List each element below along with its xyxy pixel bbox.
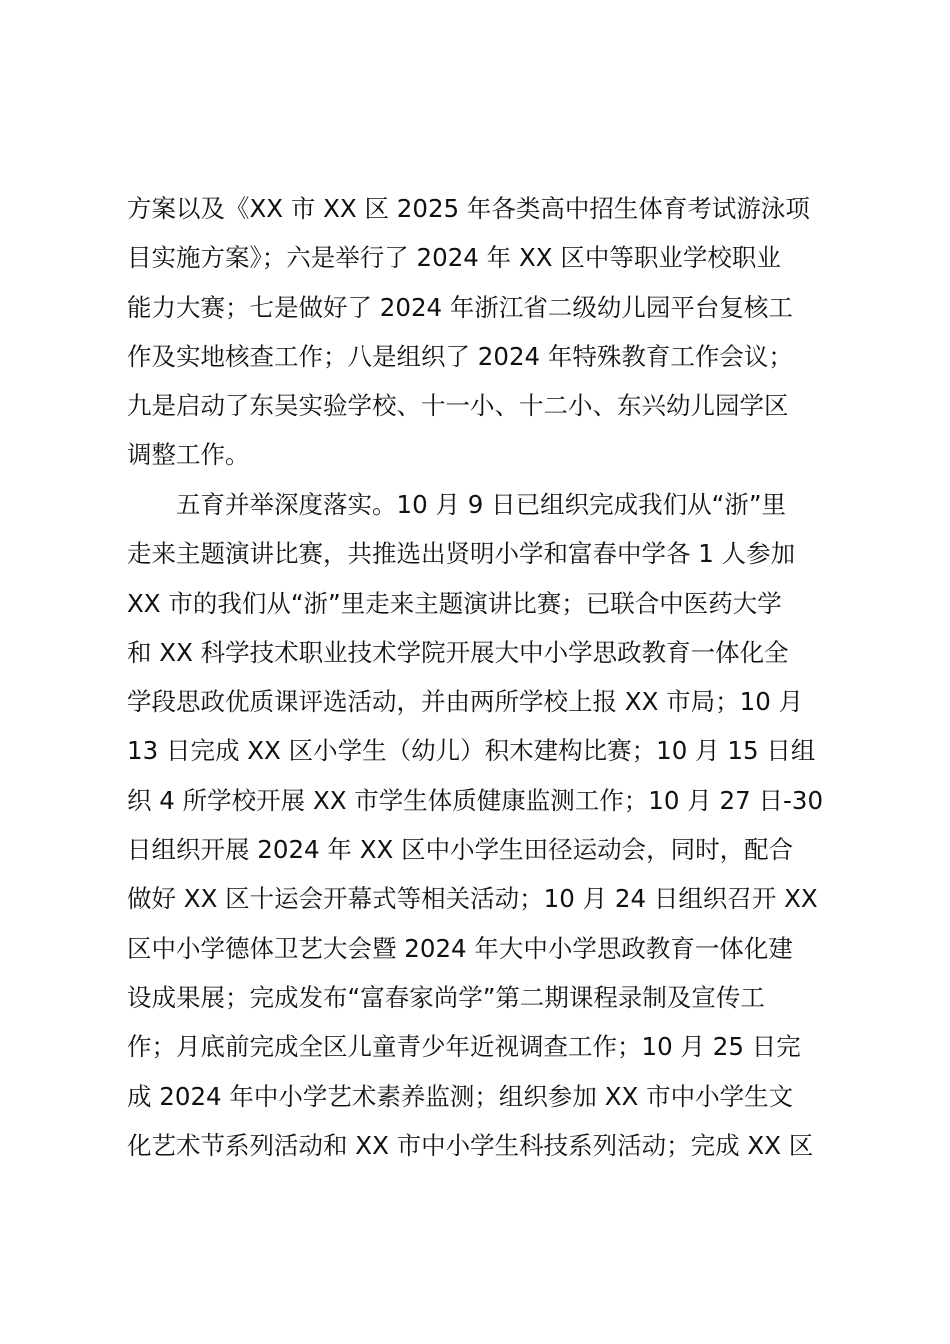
- text-line: 目实施方案》；六是举行了 2024 年 XX 区中等职业学校职业: [127, 243, 781, 273]
- text-line: XX 市的我们从“浙”里走来主题演讲比赛；已联合中医药大学: [127, 588, 782, 618]
- text-line: 做好 XX 区十运会开幕式等相关活动；10 月 24 日组织召开 XX: [127, 884, 818, 914]
- text-line: 区中小学德体卫艺大会暨 2024 年大中小学思政教育一体化建: [127, 933, 793, 963]
- text-line: 能力大赛；七是做好了 2024 年浙江省二级幼儿园平台复核工: [127, 292, 793, 322]
- paragraph-five-education: [127, 480, 833, 1170]
- text-line-first: 五育并举深度落实。10 月 9 日已组织完成我们从“浙”里: [176, 490, 787, 519]
- text-line: 调整工作。: [127, 440, 250, 470]
- text-line: 作及实地核查工作；八是组织了 2024 年特殊教育工作会议；: [127, 341, 793, 371]
- text-line: 设成果展；完成发布“富春家尚学”第二期课程录制及宣传工: [127, 982, 765, 1012]
- text-line: 方案以及《XX 市 XX 区 2025 年各类高中招生体育考试游泳项: [127, 194, 810, 223]
- paragraph-continued: [127, 184, 833, 480]
- text-line: 织 4 所学校开展 XX 市学生体质健康监测工作；10 月 27 日-30: [127, 785, 824, 815]
- text-line: 学段思政优质课评选活动，并由两所学校上报 XX 市局；10 月: [127, 687, 804, 717]
- text-line: 和 XX 科学技术职业技术学院开展大中小学思政教育一体化全: [127, 637, 789, 667]
- text-line: 成 2024 年中小学艺术素养监测；组织参加 XX 市中小学生文: [127, 1081, 794, 1111]
- text-line: 作；月底前完成全区儿童青少年近视调查工作；10 月 25 日完: [127, 1032, 801, 1062]
- text-line: 走来主题演讲比赛，共推选出贤明小学和富春中学各 1 人参加: [127, 539, 796, 569]
- text-line: 13 日完成 XX 区小学生（幼儿）积木建构比赛；10 月 15 日组: [127, 736, 816, 766]
- text-line: 化艺术节系列活动和 XX 市中小学生科技系列活动；完成 XX 区: [127, 1130, 814, 1160]
- text-line: 九是启动了东吴实验学校、十一小、十二小、东兴幼儿园学区: [127, 391, 789, 421]
- text-line: 日组织开展 2024 年 XX 区中小学生田径运动会，同时，配合: [127, 835, 794, 865]
